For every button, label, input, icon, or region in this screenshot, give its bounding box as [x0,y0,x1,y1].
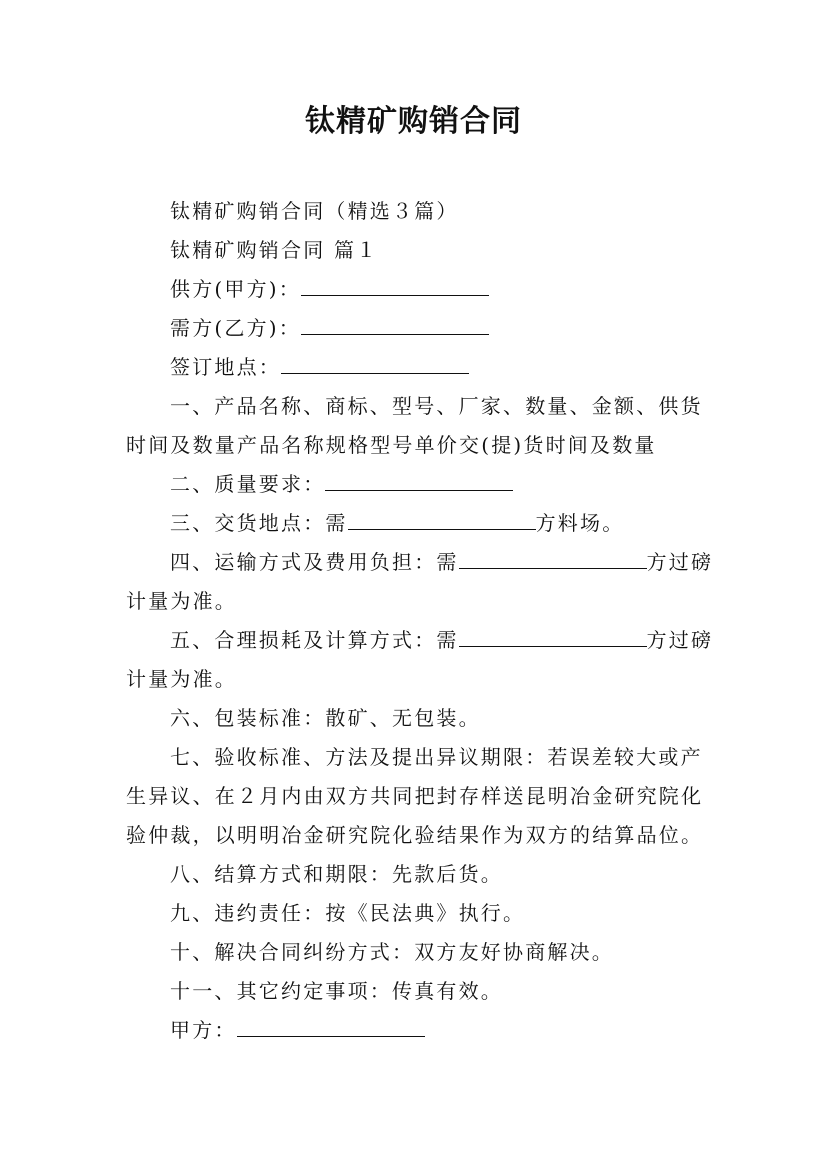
clause-2-label: 二、质量要求： [170,472,326,496]
signing-place-blank [281,353,469,374]
supplier-label: 供方(甲方)： [170,277,302,301]
clause-3-prefix: 三、交货地点：需 [170,511,348,535]
clause-5-prefix: 五、合理损耗及计算方式：需 [170,628,459,652]
buyer-label: 需方(乙方)： [170,316,302,340]
clause-9: 九、违约责任：按《民法典》执行。 [170,901,526,925]
clause-2 [126,465,716,504]
buyer-line [126,309,716,348]
clause-8: 八、结算方式和期限：先款后货。 [170,862,503,886]
clause-4-prefix: 四、运输方式及费用负担：需 [170,550,459,574]
delivery-place-blank [348,509,536,530]
document-body [126,192,716,1050]
clause-3 [126,504,716,543]
supplier-line [126,270,716,309]
clause-5 [126,621,716,699]
buyer-blank [301,314,489,335]
clause-10: 十、解决合同纠纷方式：双方友好协商解决。 [170,940,614,964]
party-a-label: 甲方： [170,1018,237,1042]
signing-place-line [126,348,716,387]
party-a-blank [237,1016,425,1037]
clause-1: 一、产品名称、商标、型号、厂家、数量、金额、供货时间及数量产品名称规格型号单价交(提)货时间及数量 [126,394,703,457]
clause-3-suffix: 方料场。 [535,511,625,535]
party-a-line [126,1011,716,1050]
article-heading: 钛精矿购销合同 篇１ [170,238,379,262]
loss-blank [459,626,647,647]
quality-blank [325,470,513,491]
clause-4-suffix: 方过磅计量为准。 [126,550,714,613]
transport-blank [459,548,647,569]
clause-5-suffix: 方过磅计量为准。 [126,628,714,691]
clause-11: 十一、其它约定事项：传真有效。 [170,979,503,1003]
supplier-blank [301,275,489,296]
document-title: 钛精矿购销合同 [305,104,522,139]
clause-6: 六、包装标准：散矿、无包装。 [170,706,481,730]
clause-7: 七、验收标准、方法及提出异议期限：若误差较大或产生异议、在２月内由双方共同把封存样送昆明冶金研究院化验仲裁，以明明冶金研究院化验结果作为双方的结算品位。 [126,745,704,847]
signing-place-label: 签订地点： [170,355,281,379]
clause-4 [126,543,716,621]
subtitle: 钛精矿购销合同（精选３篇） [170,199,459,223]
